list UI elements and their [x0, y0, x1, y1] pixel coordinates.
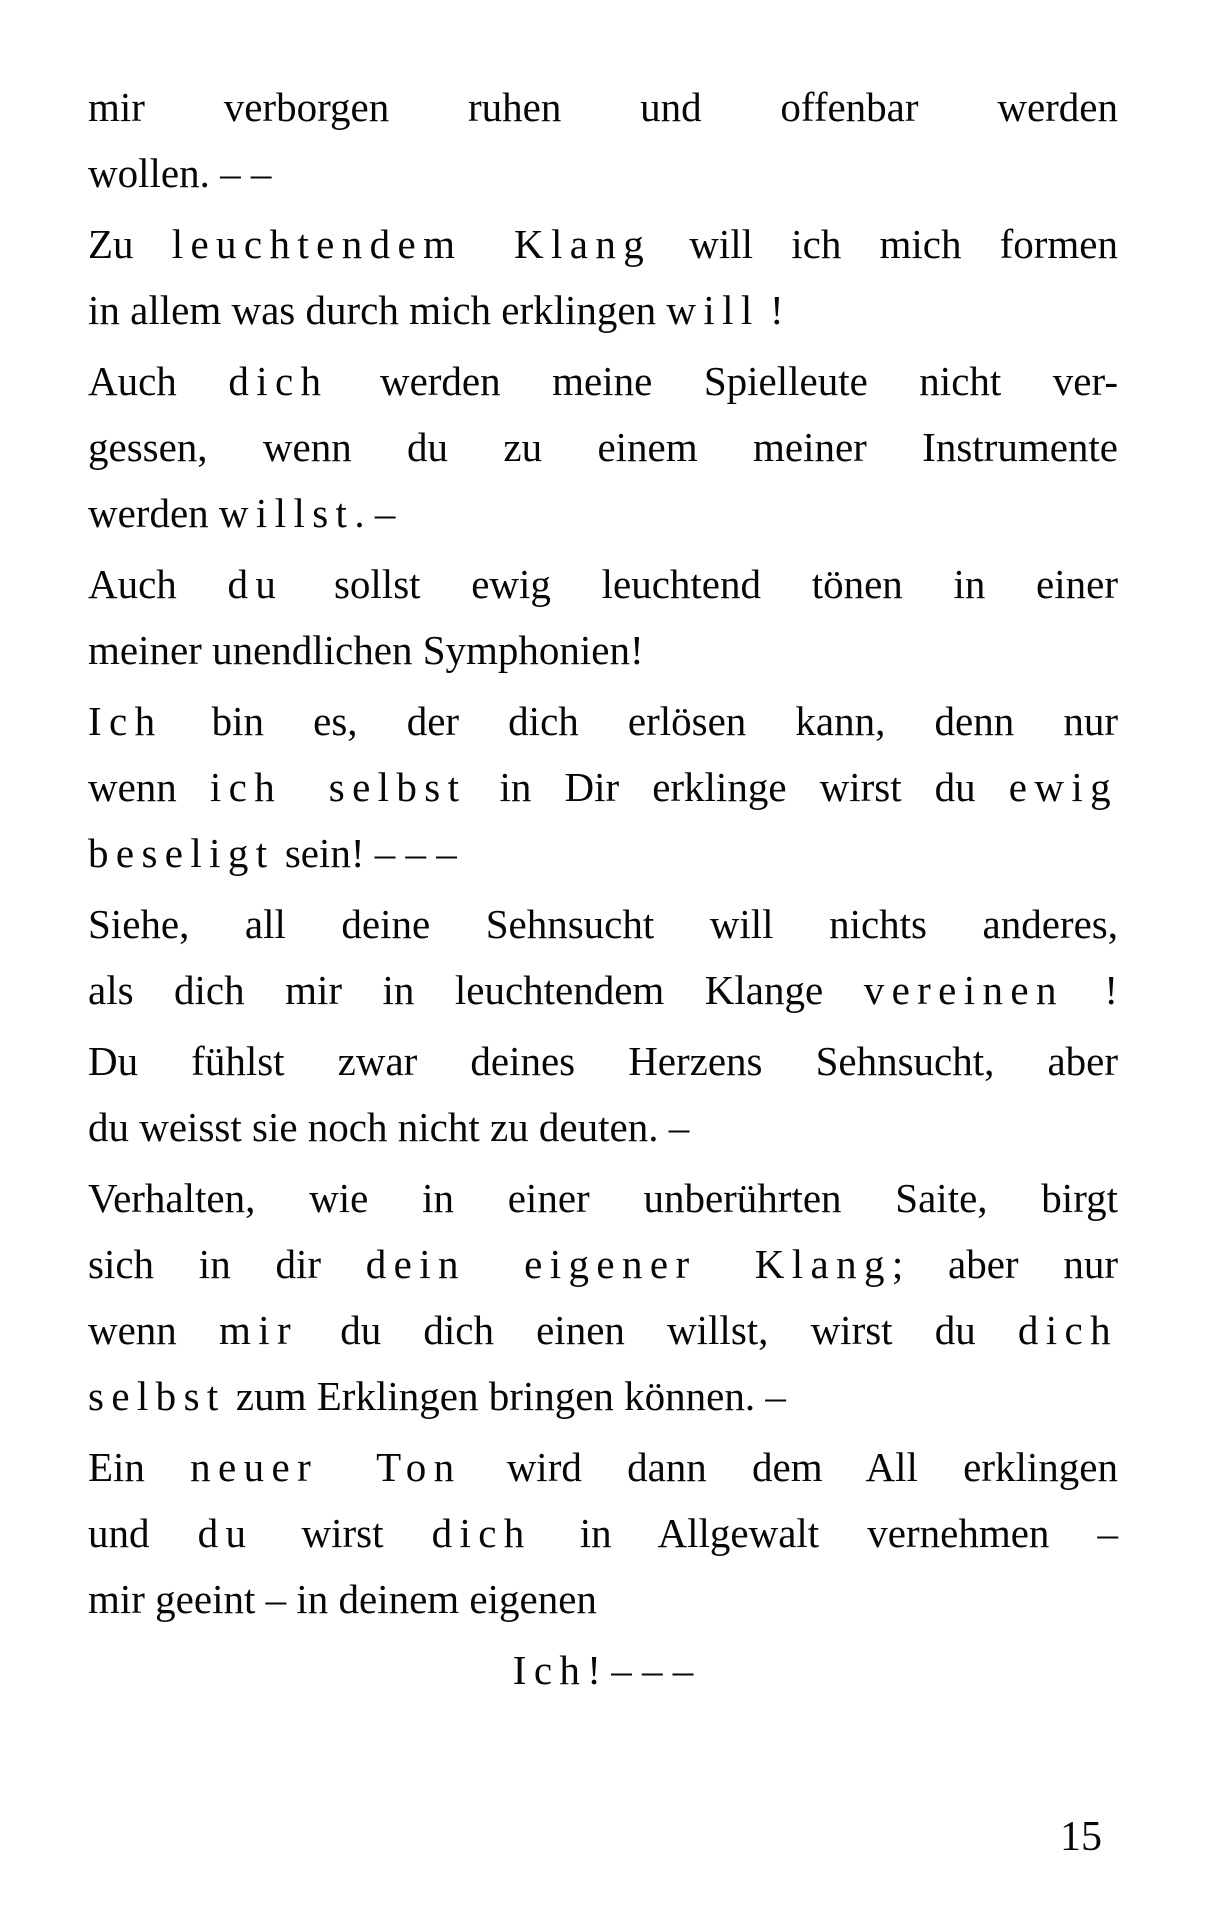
text-segment: in Dir erklinge wirst du	[466, 764, 1009, 810]
text-line	[88, 1165, 1118, 1231]
text-segment: mir geeint – in deinem eigenen	[88, 1576, 597, 1622]
text-line	[88, 891, 1118, 957]
text-segment: !	[759, 287, 784, 333]
emphasized-text: will	[666, 287, 760, 333]
text-line	[88, 754, 1118, 820]
text-segment: wenn	[88, 764, 210, 810]
text-line	[88, 1363, 1118, 1429]
text-segment: wenn	[88, 1307, 219, 1353]
text-line	[88, 74, 1118, 140]
text-segment: bin es, der dich erlösen kann, denn nur	[162, 698, 1118, 744]
text-line	[88, 1231, 1118, 1297]
text-line	[88, 1094, 1118, 1160]
text-line	[88, 1297, 1118, 1363]
emphasized-text: neuer Ton	[190, 1444, 462, 1490]
text-segment: Auch	[88, 358, 229, 404]
emphasized-text: beseligt	[88, 830, 275, 876]
text-segment: gessen, wenn du zu einem meiner Instrumente	[88, 424, 1118, 470]
emphasized-text: du	[197, 1510, 254, 1556]
text-segment: sein! – – –	[274, 830, 457, 876]
emphasized-text: du	[227, 561, 284, 607]
text-segment: !	[1063, 967, 1119, 1013]
text-segment: als dich mir in leuchtendem Klange	[88, 967, 864, 1013]
text-segment: wirst	[253, 1510, 432, 1556]
text-line	[88, 1566, 1118, 1632]
emphasized-text: dich	[228, 358, 329, 404]
text-segment: du weisst sie noch nicht zu deuten. –	[88, 1104, 690, 1150]
text-segment: werden	[88, 490, 219, 536]
emphasized-text: Ich	[88, 698, 163, 744]
text-segment: will ich mich formen	[651, 221, 1119, 267]
text-line	[88, 140, 1118, 206]
text-segment: mir verborgen ruhen und offenbar werden	[88, 84, 1118, 130]
text-line	[88, 414, 1118, 480]
text-segment: sich in dir	[88, 1241, 366, 1287]
page-text	[88, 74, 1118, 1708]
emphasized-text: leuchtendem Klang	[171, 221, 652, 267]
text-segment: Du fühlst zwar deines Herzens Sehnsucht, aber	[88, 1038, 1118, 1084]
text-segment: Verhalten, wie in einer unberührten Saite, birgt	[88, 1175, 1118, 1221]
text-segment: in allem was durch mich erklingen	[88, 287, 667, 333]
emphasized-text: selbst	[88, 1373, 226, 1419]
text-segment: und	[88, 1510, 198, 1556]
text-line	[88, 957, 1118, 1023]
page-number: 15	[1060, 1814, 1102, 1860]
emphasized-text: ewig	[1008, 764, 1118, 810]
text-segment: wollen. – –	[88, 150, 272, 196]
text-segment: Auch	[88, 561, 228, 607]
emphasized-text: ich selbst	[209, 764, 467, 810]
emphasized-text: mir	[218, 1307, 299, 1353]
text-segment: Ein	[88, 1444, 191, 1490]
text-segment: Siehe, all deine Sehnsucht will nichts anderes,	[88, 901, 1118, 947]
emphasized-text: dich	[431, 1510, 532, 1556]
emphasized-text: dich	[1017, 1307, 1118, 1353]
emphasized-text: willst	[218, 490, 355, 536]
text-line	[88, 688, 1118, 754]
text-segment: sollst ewig leuchtend tönen in einer	[283, 561, 1118, 607]
text-line	[88, 1028, 1118, 1094]
text-line	[88, 617, 1118, 683]
text-segment: in Allgewalt vernehmen –	[531, 1510, 1119, 1556]
text-line	[88, 348, 1118, 414]
emphasized-text: Ich	[512, 1647, 588, 1693]
text-segment: meiner unendlichen Symphonien!	[88, 627, 644, 673]
emphasized-text: vereinen	[863, 967, 1064, 1013]
text-line	[88, 211, 1118, 277]
text-line	[88, 820, 1118, 886]
text-segment: werden meine Spielleute nicht ver-	[328, 358, 1118, 404]
text-segment: Zu	[88, 221, 172, 267]
emphasized-text: dein eigener Klang	[365, 1241, 892, 1287]
text-segment: zum Erklingen bringen können. –	[225, 1373, 786, 1419]
text-segment: wird dann dem All erklingen	[461, 1444, 1119, 1490]
text-line	[88, 480, 1118, 546]
text-line	[88, 1500, 1118, 1566]
text-segment: ! – – –	[587, 1647, 694, 1693]
text-segment: . –	[354, 490, 396, 536]
text-line	[88, 1434, 1118, 1500]
text-line	[88, 551, 1118, 617]
text-segment: ; aber nur	[891, 1241, 1118, 1287]
text-segment: du dich einen willst, wirst du	[298, 1307, 1018, 1353]
text-line	[88, 277, 1118, 343]
text-line	[88, 1637, 1118, 1703]
